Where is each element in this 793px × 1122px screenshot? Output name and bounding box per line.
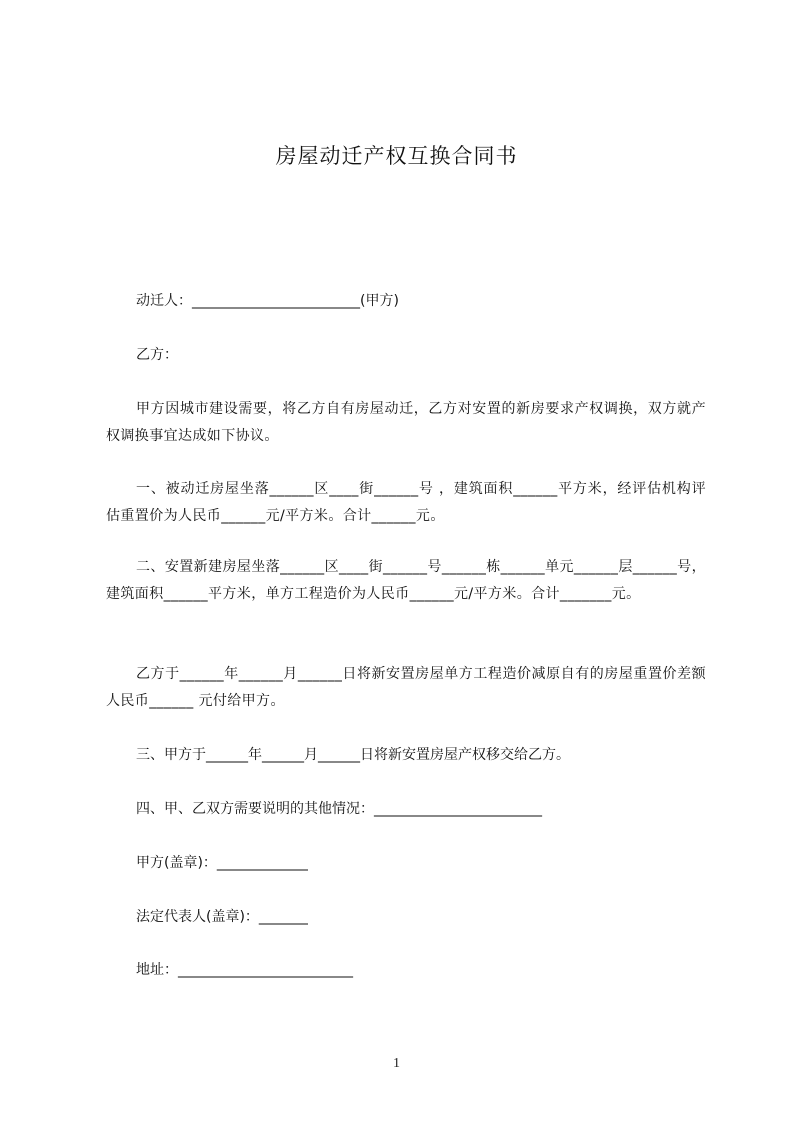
clause-3-line: 三、甲方于______年______月______日将新安置房屋产权移交给乙方。 <box>136 747 570 763</box>
sign-legal-rep-line: 法定代表人(盖章)：_______ <box>136 909 308 925</box>
intro-paragraph: 甲方因城市建设需要，将乙方自有房屋动迁，乙方对安置的新房要求产权调换，双方就产权调换事宜达成如下协议。 <box>106 401 706 444</box>
clause-1-paragraph: 一、被动迁房屋坐落______区____街______号 ，建筑面积______平方米，经评估机构评估重置价为人民币______元/平方米。合计______元。 <box>106 481 706 524</box>
clause-2-extra-paragraph: 乙方于______年______月______日将新安置房屋单方工程造价减原自有的房屋重置价差额人民币______ 元付给甲方。 <box>106 666 706 709</box>
clause-4-line: 四、甲、乙双方需要说明的其他情况：________________________ <box>136 801 542 817</box>
sign-party-a-line: 甲方(盖章)：_____________ <box>136 855 308 871</box>
sign-address-line: 地址：_________________________ <box>136 962 353 978</box>
document-title: 房屋动迁产权互换合同书 <box>275 144 518 168</box>
page-number: 1 <box>393 1056 400 1071</box>
clause-2-paragraph: 二、安置新建房屋坐落______区____街______号______栋______单元______层______号，建筑面积______平方米，单方工程造价为人民币______元/平方米。合计_______元。 <box>106 559 706 602</box>
party-a-line: 动迁人：________________________(甲方) <box>136 293 399 309</box>
party-b-line: 乙方： <box>136 347 178 363</box>
